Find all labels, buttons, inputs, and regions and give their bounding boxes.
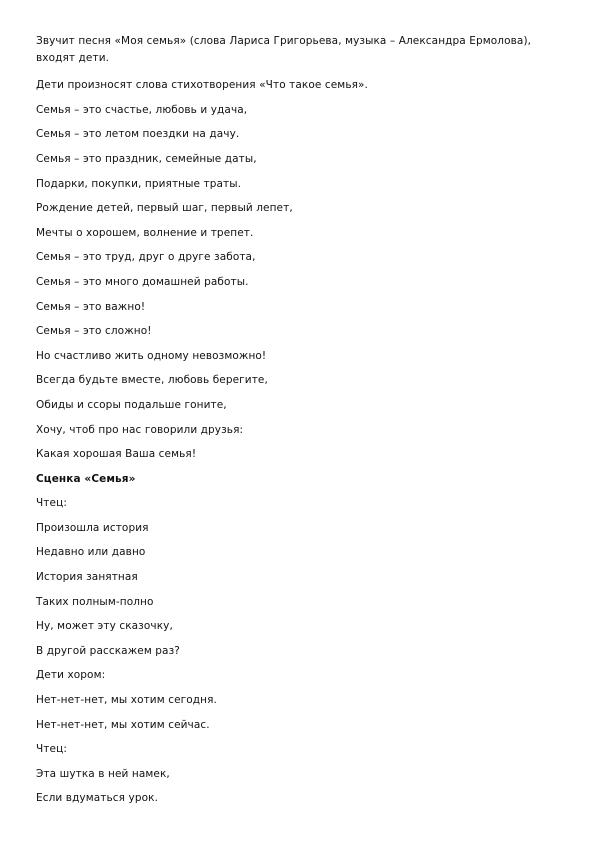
poem-line: Семья – это важно! (36, 300, 146, 313)
scene-line: Чтец: (36, 497, 67, 510)
poem-line: Обиды и ссоры подальше гоните, (36, 398, 227, 411)
poem-line: Семья – это много домашней работы. (36, 275, 249, 288)
poem-line: Какая хорошая Ваша семья! (36, 448, 197, 461)
poem-line: Но счастливо жить одному невозможно! (36, 349, 267, 362)
scene-line: Если вдуматься урок. (36, 792, 159, 805)
scene-line: Эта шутка в ней намек, (36, 767, 170, 780)
intro-paragraph: Звучит песня «Моя семья» (слова Лариса Григорьева, музыка – Александра Ермолова), входят дети. (36, 35, 532, 64)
scene-line: Чтец: (36, 743, 67, 756)
poem-line: Подарки, покупки, приятные траты. (36, 177, 242, 190)
poem-line: Мечты о хорошем, волнение и трепет. (36, 226, 254, 239)
intro-instruction: Дети произносят слова стихотворения «Что такое семья». (36, 79, 368, 92)
document-body (36, 33, 556, 815)
poem-line: Хочу, чтоб про нас говорили друзья: (36, 423, 244, 436)
scene-line: Недавно или давно (36, 546, 146, 559)
poem-line: Семья – это праздник, семейные даты, (36, 152, 257, 165)
scene-line: В другой расскажем раз? (36, 644, 180, 657)
scene-line: Ну, может эту сказочку, (36, 620, 173, 633)
scene-title: Сценка «Семья» (36, 472, 136, 485)
scene-line: Таких полным-полно (36, 595, 154, 608)
poem-line: Всегда будьте вместе, любовь берегите, (36, 374, 268, 387)
scene-line: История занятная (36, 571, 138, 584)
poem-line: Семья – это счастье, любовь и удача, (36, 103, 248, 116)
scene-line: Дети хором: (36, 669, 106, 682)
scene-line: Нет-нет-нет, мы хотим сегодня. (36, 694, 217, 707)
poem-line: Семья – это сложно! (36, 325, 152, 338)
poem-line: Рождение детей, первый шаг, первый лепет, (36, 202, 293, 215)
poem-line: Семья – это труд, друг о друге забота, (36, 251, 256, 264)
scene-line: Произошла история (36, 521, 149, 534)
poem-line: Семья – это летом поездки на дачу. (36, 128, 240, 141)
scene-line: Нет-нет-нет, мы хотим сейчас. (36, 718, 210, 731)
